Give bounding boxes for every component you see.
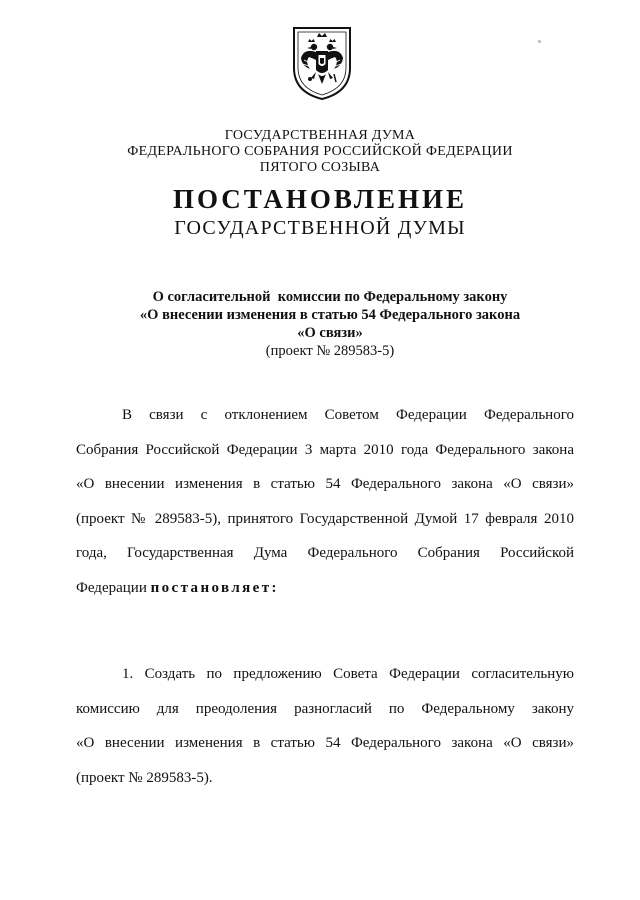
paragraph-line: комиссию для преодоления разногласий по Федеральному закону — [76, 700, 574, 717]
paragraph-line — [76, 571, 574, 606]
paragraph-line: «О внесении изменения в статью 54 Федерального закона «О связи» — [76, 476, 574, 493]
paragraph-line: «О внесении изменения в статью 54 Федерального закона «О связи» — [76, 735, 574, 752]
document-subject — [130, 288, 530, 360]
item-1-paragraph — [76, 657, 574, 795]
subject-line: О согласительной комиссии по Федеральному закону — [152, 289, 508, 305]
document-subtitle: ГОСУДАРСТВЕННОЙ ДУМЫ — [174, 217, 466, 239]
paragraph-line: Собрания Российской Федерации 3 марта 2010 года Федерального закона — [76, 441, 574, 458]
paragraph-line: (проект № 289583-5). — [76, 769, 213, 786]
scan-speck — [538, 40, 541, 43]
header-line-convocation: ПЯТОГО СОЗЫВА — [259, 160, 381, 175]
paragraph-line: В связи с отклонением Советом Федерации Федерального — [122, 407, 574, 423]
paragraph-line: года, Государственная Дума Федерального Собрания Российской — [76, 545, 574, 562]
preamble-paragraph — [76, 398, 574, 606]
subject-line: «О связи» — [297, 325, 363, 341]
header-line-duma: ГОСУДАРСТВЕННАЯ ДУМА — [224, 128, 416, 143]
document-title: ПОСТАНОВЛЕНИЕ — [172, 184, 468, 214]
project-number: (проект № 289583-5) — [265, 343, 395, 359]
header-line-assembly: ФЕДЕРАЛЬНОГО СОБРАНИЯ РОССИЙСКОЙ ФЕДЕРАЦИИ — [127, 144, 513, 159]
issuing-body — [0, 128, 640, 176]
resolves-keyword: постановляет: — [150, 579, 279, 596]
paragraph-line: (проект № 289583-5), принятого Государственной Думой 17 февраля 2010 — [76, 510, 574, 527]
paragraph-text: Федерации — [76, 579, 151, 596]
paragraph-line: 1. Создать по предложению Совета Федерации согласительную — [122, 666, 574, 682]
double-headed-eagle-icon — [290, 22, 354, 102]
subject-line: «О внесении изменения в статью 54 Федерального закона — [139, 307, 521, 323]
emblem — [290, 22, 354, 102]
